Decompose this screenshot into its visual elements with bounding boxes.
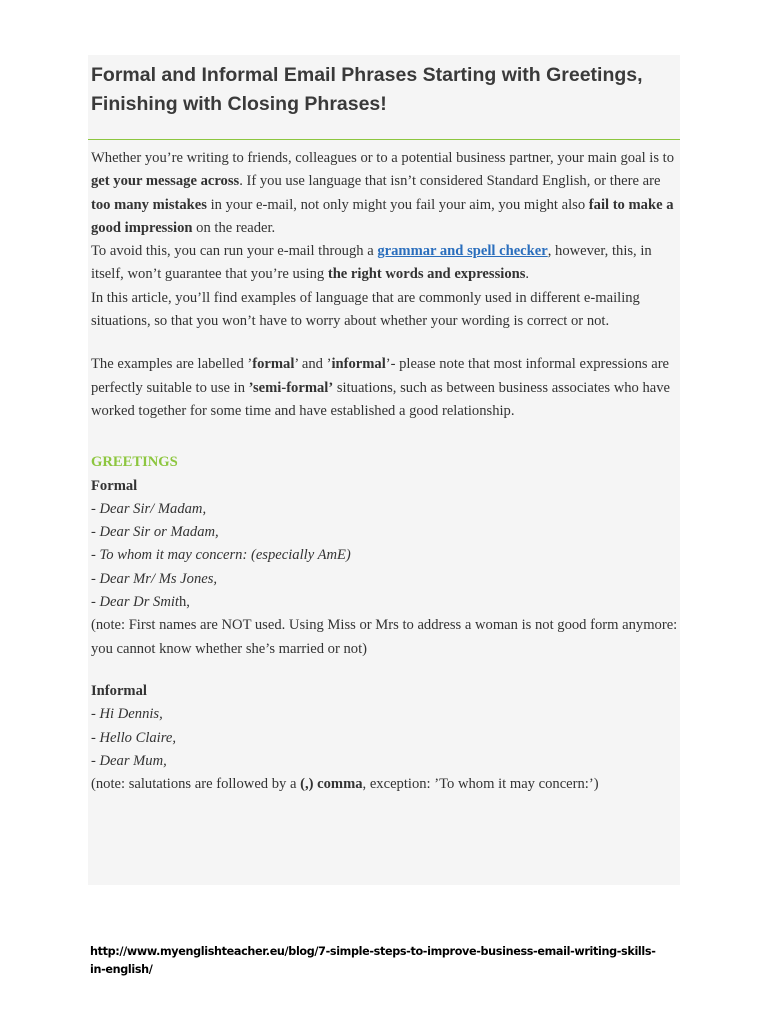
note-text: , exception: ’To whom it may concern:’)	[362, 776, 599, 793]
formal-note: (note: First names are NOT used. Using Miss or Mrs to address a woman is not good form anymore: you cannot know whether she’s married or not)	[91, 617, 678, 657]
informal-item	[91, 750, 679, 773]
grammar-checker-link[interactable]: grammar and spell checker	[377, 243, 548, 260]
title-divider	[88, 139, 680, 140]
intro-paragraph-2	[91, 240, 679, 287]
note-text: The examples are labelled ’	[91, 356, 253, 373]
informal-item	[91, 727, 679, 750]
spacer	[91, 423, 679, 451]
note-bold-text: (,) comma	[300, 776, 363, 793]
greetings-heading: GREETINGS	[91, 454, 178, 471]
intro-paragraph-3: In this article, you’ll find examples of language that are commonly used in different e-mailing situations, so that you won’t have to worry about whether your wording is correct or not.	[91, 289, 640, 330]
formal-label-text: Formal	[91, 477, 138, 494]
formal-item	[91, 544, 679, 567]
formal-item-text: - Dear Sir or Madam,	[91, 524, 219, 541]
intro-text: on the reader.	[192, 219, 276, 236]
informal-item-text: - Hi Dennis,	[91, 706, 163, 723]
formal-item	[91, 568, 679, 591]
note-bold-text: informal	[331, 356, 386, 373]
intro-paragraph-1	[91, 147, 679, 240]
formal-item-text: - Dear Sir/ Madam,	[91, 500, 207, 517]
intro-text: .	[525, 266, 530, 283]
intro-text: To avoid this, you can run your e-mail through a	[91, 243, 378, 260]
intro-bold-text: fail to make a good impression	[91, 196, 674, 236]
formal-item	[91, 591, 679, 614]
intro-text: in your e-mail, not only might you fail your aim, you might also	[206, 196, 589, 213]
formal-item-text: h,	[178, 594, 190, 611]
note-text: situations, such as between business associates who have worked together for some time and have established a good relationship.	[91, 379, 671, 419]
informal-item	[91, 703, 679, 726]
note-bold-text: ’semi-formal’	[248, 379, 334, 396]
informal-item-text: - Dear Mum,	[91, 752, 167, 769]
article-body	[91, 147, 679, 796]
informal-note	[91, 773, 679, 796]
formal-item	[91, 521, 679, 544]
article-title: Formal and Informal Email Phrases Starting with Greetings, Finishing with Closing Phrases!	[91, 64, 643, 115]
formal-item-text: - Dear Dr Smit	[91, 594, 179, 611]
formal-item-text: - Dear Mr/ Ms Jones,	[91, 570, 218, 587]
labels-note-paragraph	[91, 353, 679, 423]
intro-text: , however, this, in itself, won’t guarantee that you’re using	[91, 243, 652, 283]
note-text: ’ and ’	[294, 356, 332, 373]
formal-item	[91, 498, 679, 521]
spacer	[91, 333, 679, 353]
intro-bold-text: get your message across	[91, 173, 240, 190]
intro-bold-text: too many mistakes	[91, 196, 207, 213]
note-bold-text: formal	[252, 356, 295, 373]
intro-text: Whether you’re writing to friends, colleagues or to a potential business partner, your main goal is to	[91, 150, 675, 166]
article-panel	[88, 55, 680, 885]
spacer	[91, 661, 679, 680]
informal-item-text: - Hello Claire,	[91, 729, 176, 746]
informal-label-text: Informal	[91, 682, 147, 699]
intro-bold-text: the right words and expressions	[327, 266, 526, 283]
formal-label	[91, 475, 679, 498]
source-url: http://www.myenglishteacher.eu/blog/7-simple-steps-to-improve-business-email-writing-skills-in-english/	[90, 945, 656, 976]
informal-label	[91, 680, 679, 703]
note-text: (note: salutations are followed by a	[91, 776, 301, 793]
formal-item-text: - To whom it may concern: (especially AmE)	[91, 547, 351, 564]
intro-text: . If you use language that isn’t considered Standard English, or there are	[239, 173, 661, 190]
note-text: ’- please note that most informal expressions are perfectly suitable to use in	[91, 356, 670, 396]
